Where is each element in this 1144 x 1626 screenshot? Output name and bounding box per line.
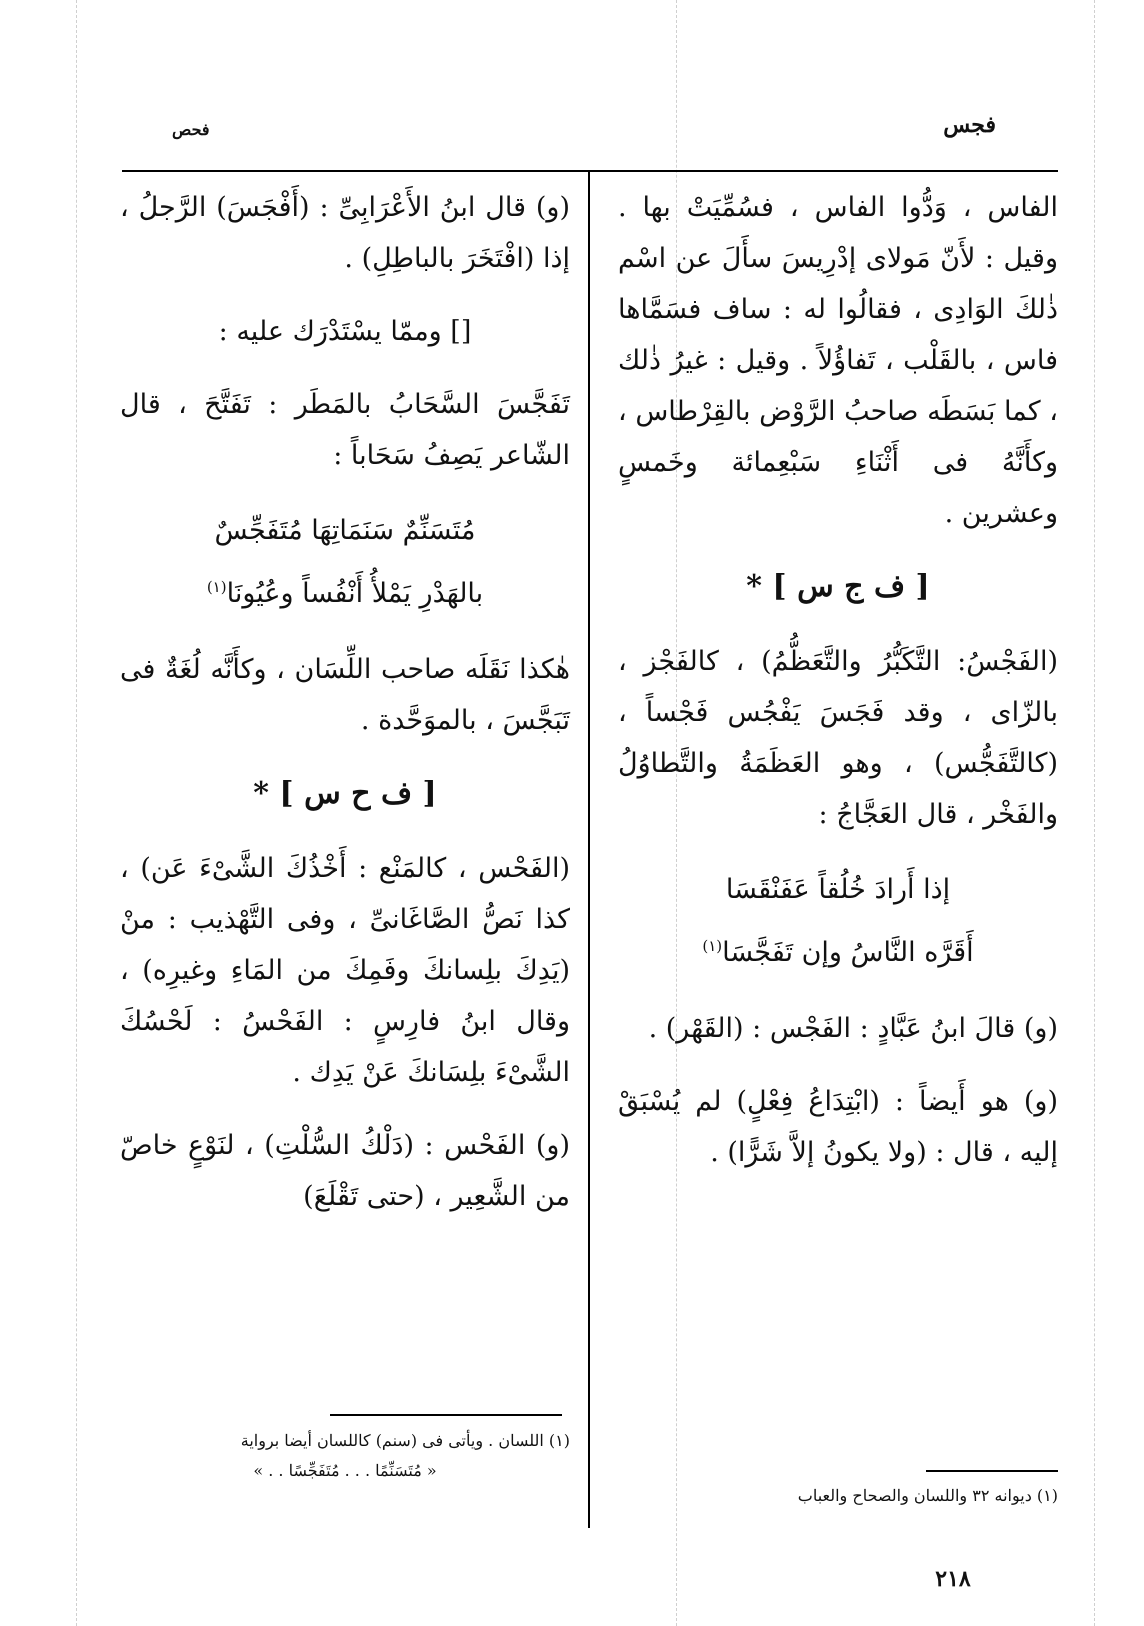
verse-line	[120, 559, 570, 622]
verse	[120, 503, 570, 622]
footnote: (١) ديوانه ٣٢ واللسان والصحاح والعباب	[797, 1486, 1058, 1505]
right-headword: فجس	[943, 112, 996, 138]
verse-line-text: بالهَدْرِ يَمْلأُ أَنْفُساً وعُيُونَا	[226, 578, 484, 609]
paragraph: (و) الفَحْس : (دَلْكُ السُّلْتِ) ، لنَوْعٍ خاصّ من الشَّعِير ، (حتى تَقْلَعَ)	[120, 1130, 570, 1212]
footnote-line: « مُتَسَنِّمًا . . . مُتَفَجِّسًا . . »	[253, 1461, 437, 1480]
footnote-rule	[926, 1470, 1058, 1472]
verse-line: إذا أَرادَ خُلُقاً عَفَنْقَسَا	[725, 874, 951, 905]
left-headword: فحص	[172, 120, 210, 139]
entry-heading: [ ف ح س ] *	[253, 776, 437, 811]
footnote-rule	[330, 1414, 562, 1416]
paragraph: (الفَجْسُ: التَّكَبُّرُ والتَّعَظُّمُ) ، كالفَجْز ، بالزّاى ، وقد فَجَسَ يَفْجُس فَجْساً ، (كالتَّفَجُّس) ، وهو العَظَمَةُ والتَّطاوُلُ والفَخْر ، قال العَجَّاجُ :	[618, 646, 1058, 830]
verse	[618, 862, 1058, 981]
paragraph: (الفَحْس ، كالمَنْع : أَخْذُكَ الشَّىْءَ عَن) ، كذا نَصُّ الصَّاغَانىِّ ، وفى التَّهْذيب : منْ (يَدِكَ بلِسانكَ وفَمِكَ من المَاءِ وغيرِه) ، وقال ابنُ فارِسٍ : الفَحْسُ : لَحْسُكَ الشَّىْءَ بلِسَانكَ عَنْ يَدِك .	[120, 853, 570, 1088]
paragraph: الفاس ، وَدُّوا الفاس ، فسُمِّيَتْ بها . وقيل : لأَنّ مَولاى إدْرِيسَ سأَلَ عن اسْم ذٰلكَ الوَادِى ، فقالُوا له : ساف فسَمَّاها فاس ، بالقَلْب ، تَفاؤُلاً . وقيل : غيرُ ذٰلك ، كما بَسَطَه صاحبُ الرَّوْض بالقِرْطاس ، وكأَنَّهُ فى أَثْنَاءِ سَبْعِمائة وخَمسٍ وعشرين .	[618, 192, 1058, 529]
entry-heading: [ ف ج س ] *	[746, 569, 930, 604]
header-rule	[122, 170, 1058, 172]
right-column	[618, 182, 1058, 1200]
scan-guide-line	[1094, 0, 1095, 1626]
scan-guide-line	[76, 0, 77, 1626]
paragraph: (و) قال ابنُ الأَعْرَابِىِّ : (أَفْجَسَ) الرَّجلُ ، إذا (افْتَخَرَ بالباطِلِ) .	[120, 192, 570, 274]
page-header	[120, 112, 1058, 152]
footnote-marker: (١)	[206, 578, 227, 596]
footnote-line: (١) اللسان . ويأتى فى (سنم) كاللسان أيضا برواية	[240, 1431, 570, 1450]
verse-line-text: أَقَرَّه النَّاسُ وإن تَفَجَّسَا	[722, 937, 974, 968]
verse-line: مُتَسَنِّمٌ سَنَمَاتِهَا مُتَفَجِّسٌ	[214, 515, 476, 546]
paragraph: (و) هو أَيضاً : (ابْتِدَاعُ فِعْلٍ) لم يُسْبَقْ إليه ، قال : (ولا يكونُ إلاَّ شَرًّا) .	[618, 1086, 1058, 1168]
footnote	[120, 1426, 570, 1486]
footnote-marker: (١)	[702, 937, 723, 955]
paragraph: هٰكذا نَقَلَه صاحب اللِّسَان ، وكأَنَّه لُغَةٌ فى تَبَجَّسَ ، بالموَحَّدة .	[120, 654, 570, 736]
paragraph: (و) قالَ ابنُ عَبَّادٍ : الفَجْس : (القَهْر) .	[648, 1013, 1058, 1044]
verse-line	[618, 918, 1058, 981]
page-number: ٢١٨	[935, 1566, 971, 1592]
column-divider	[588, 170, 590, 1528]
paragraph: [] وممّا يسْتَدْرَك عليه :	[218, 316, 472, 347]
left-column	[120, 182, 570, 1244]
paragraph: تَفَجَّسَ السَّحَابُ بالمَطَر : تَفَتَّحَ ، قال الشّاعر يَصِفُ سَحَاباً :	[120, 389, 570, 471]
